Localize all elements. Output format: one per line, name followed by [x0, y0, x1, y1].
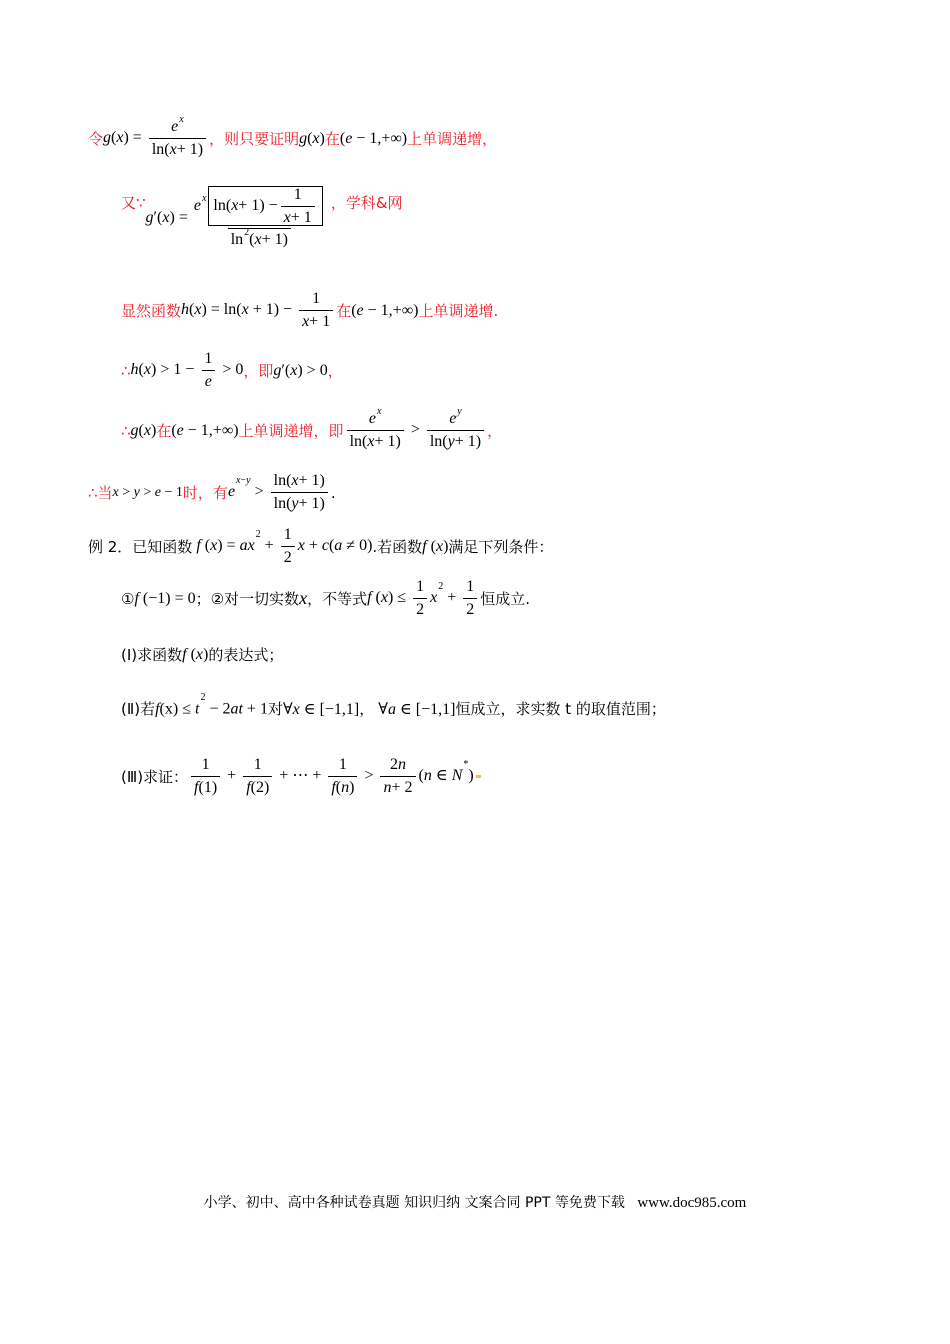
footer-url[interactable]: www.doc985.com [637, 1195, 747, 1211]
example2-heading [88, 526, 553, 567]
math-sum-ineq: 1 f (1) + 1 f (2) + ⋯ + 1 f ( n ) > 2 n n + 2 (n ∈ N*) [188, 756, 474, 797]
proof-line-3 [121, 290, 498, 331]
proof-text: 在 [324, 130, 340, 148]
proof-line-4 [121, 350, 343, 391]
proof-text: 在 [336, 302, 352, 320]
proof-text: ， [327, 362, 343, 380]
proof-line-5 [121, 406, 503, 451]
example-text: 恒成立. [480, 590, 530, 608]
math-gx: g(x) [299, 129, 325, 147]
proof-text: ∴当 [88, 484, 113, 502]
math-xy-cond: x > y > e − 1 [112, 484, 183, 500]
math-h-ineq: h(x) > 1 − $\frac{1}{e}$ > 0 [130, 350, 244, 390]
math-f-def: f $(x) = ax^2$ + $\frac{1}{2}$ x + c(a ≠ 0) [196, 526, 373, 566]
question-text: 恒成立，求实数 t 的取值范围； [455, 700, 666, 718]
math-forall-x: ∀x ∈ [−1,1] [282, 700, 360, 718]
proof-line-1 [88, 114, 498, 159]
math-x: x [299, 588, 308, 608]
question-label: (Ⅰ)求函数 [121, 646, 183, 664]
proof-text: 时，有 [182, 484, 228, 502]
math-g-prime: g ′( x ) = e $^x$ ln( x + 1) − 1 x + 1 ln $^2$ ( x + 1) [146, 186, 331, 249]
math-fx: f (x) [422, 537, 449, 555]
proof-text: ，学科&网 [330, 194, 403, 212]
math-interval: (e − 1,+∞) [339, 129, 408, 147]
proof-text: 上单调递增， [407, 130, 498, 148]
proof-line-2 [121, 186, 403, 249]
proof-text: 上单调递增. [418, 302, 499, 320]
question-text: ， [359, 700, 375, 718]
proof-text: 显然函数 [121, 302, 182, 320]
question-label: (Ⅲ)求证： [121, 768, 189, 786]
proof-text: ，则只要证明 [209, 130, 300, 148]
proof-line-6 [88, 472, 336, 513]
question-text: 对 [267, 700, 283, 718]
proof-text: ，即 [243, 362, 274, 380]
example-text: ；②对一切实数 [195, 590, 300, 608]
proof-text: . [330, 483, 336, 502]
math-gprime-pos: g′(x) > 0 [273, 361, 328, 379]
proof-text: ， [487, 422, 503, 440]
math-forall-a: ∀a ∈ [−1,1] [378, 700, 456, 718]
proof-text: 在 [156, 422, 172, 440]
math-conclusion: $e^{x-y}$ > ln( x + 1) ln( y + 1) [228, 472, 331, 513]
question-1 [121, 644, 283, 665]
footer-text: 小学、初中、高中各种试卷真题 知识归纳 文案合同 PPT 等免费下载 [203, 1195, 625, 1211]
math-interval: (e − 1,+∞) [351, 301, 419, 319]
math-h-def: h(x) = ln(x + 1) − 1 x + 1 [181, 290, 336, 331]
math-interval: (e − 1,+∞) [171, 421, 239, 439]
math-q2-ineq: $f(x) \le t^2 - 2at + 1$ [155, 691, 268, 718]
text-cursor [476, 775, 481, 778]
proof-text: 又∵ [121, 194, 146, 212]
proof-text: 上单调递增，即 [238, 422, 344, 440]
page-footer [0, 1192, 950, 1212]
math-g-def: g(x) = e $^x$ ln( x + 1) [103, 118, 209, 159]
cond-mark: ① [121, 589, 135, 608]
example-text: .若函数 [372, 538, 423, 556]
math-fx: f (x) [182, 645, 209, 663]
question-3 [121, 756, 481, 797]
example-text: ，不等式 [307, 590, 368, 608]
math-gx: g(x) [130, 421, 157, 439]
math-compare: e $^x$ ln( x + 1) > e $^y$ ln( y + 1) [344, 410, 488, 451]
proof-text: ∴ [121, 361, 131, 380]
question-text: 的表达式； [208, 646, 284, 664]
example-label: 例 2．已知函数 [88, 538, 193, 556]
math-f-neg1: f (−1) = 0 [134, 589, 196, 607]
proof-text: 令 [88, 130, 104, 148]
question-2 [121, 691, 666, 719]
math-f-ineq: f (x) ≤ $\frac{1}{2}$ $x^2$ + $\frac{1}{2}$ [367, 578, 480, 619]
example-text: 满足下列条件： [448, 538, 554, 556]
example2-conditions [121, 578, 530, 619]
question-label: (Ⅱ)若 [121, 700, 156, 718]
proof-text: ∴ [121, 421, 131, 440]
